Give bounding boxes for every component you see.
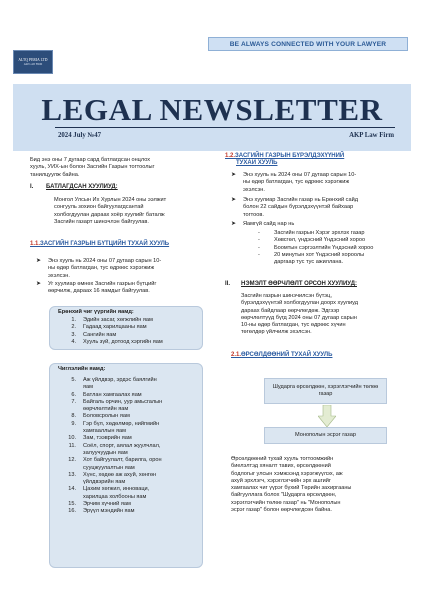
list-item: 14. Цахим хөгжил, инноваци, харилцаа холбооны яам [68,486,150,500]
firm-logo [13,50,53,74]
intro-paragraph [30,157,210,179]
intro-line: Бид энэ оны 7 дугаар сард батлагдсан онцлох [30,157,151,163]
paragraph-line: хэрэглэгчийн төлөө газар" нь "Монополын [231,499,341,506]
flow-box-before [264,378,387,404]
paragraph-line: биелэлтэд хяналт тавих, өрсөлдөөний [231,463,331,470]
bullet-line: Энэ хууль нь 2024 оны 07 дугаар сарын 10- [243,172,357,178]
general-ministries-title: Ерөнхий чиг үүргийн яамд: [58,309,134,315]
down-arrow-icon [318,405,336,427]
paragraph-line: Монгол Улсын Их Хурлын 2024 оны ээлжит [54,197,167,203]
section-1-number: I. [30,184,34,190]
list-item: 6. Батлан хамгаалах яам [71,391,142,398]
list-item [36,281,216,296]
subsection-2-1-heading [231,352,332,358]
paragraph-line: төгөлдөр үйлчилж эхэлсэн. [241,329,312,336]
paragraph-line: бүрэлдэхүүнтэй холбогдуулан доорх хуулиуд [241,300,359,307]
list-item: 12. Хот байгуулалт, барилга, орон сууцжуулалтын яам [68,457,162,471]
list-item [231,197,411,219]
paragraph-line: хамгаалах чиг үүрэг бүхий Төрийн захиргааны [231,485,352,492]
list-item: 7. Байгаль орчин, уур амьсгалын өөрчлөлтийн яам [71,398,163,413]
list-item: 1. Эдийн засаг, хөгжлийн яам [71,317,153,323]
bullet-line: эхэлсэн. [243,186,265,193]
bullet-line: Энэ хуулиар Засгийн газар нь Ерөнхий сайд [243,197,358,203]
list-item: 9. Гэр бүл, хөдөлмөр, нийгмийн хамгааллын яам [71,420,160,435]
arrow-bullet-icon: ➤ [231,172,237,178]
arrow-bullet-icon: ➤ [36,281,42,287]
bullet-line: өөрчилж, дараах 16 яамдыг байгуулав. [48,288,150,295]
sector-ministries-list [62,377,202,516]
list-item: 10. Зам, тээврийн яам [68,435,132,442]
list-item: 15. Эрчим хүчний яам [68,501,131,508]
list-item: 16. Эрүүл мэндийн яам [68,508,135,515]
section-2-paragraph [241,293,407,337]
bullet-line: ны өдөр батлагдан, тус өдрөөс хэрэгжиж [243,179,350,186]
list-item: - Засгийн газрын Хэрэг эрхлэх газар [258,230,365,236]
paragraph-line: эсрэг газар" болон өөрчлөгдсөн байна. [231,507,332,514]
subsection-1-1-heading [30,241,169,247]
paragraph-line: байгууллага болох "Шударга өрсөлдөөн, [231,492,337,499]
subsection-1-2-heading-line2: ТУХАЙ ХУУЛЬ [236,160,278,166]
paragraph-line: сонгууль зохион байгуулагдсантай [54,204,144,211]
section-1-paragraph [54,197,210,226]
flow-box-line: газар [318,391,333,397]
list-item: - Хөвсгөл, үндэсний Үндэсний хороо [258,237,366,244]
subsection-1-2-heading [225,153,344,159]
section-2-title: НЭМЭЛТ ӨӨРЧЛӨЛТ ОРСОН ХУУЛИУД: [241,281,357,287]
paragraph-line: өөрчлөлтүүд бүгд 2024 оны 07 дугаар сарын [241,314,357,321]
list-item: 8. Боловсролын яам [71,413,130,420]
bullet-line: тогтоов. [243,211,264,218]
flow-box-after: Монополын эсрэг газар [264,427,387,444]
bullet-line: эхэлсэн. [48,272,70,279]
list-item: 13. Хүнс, хөдөө аж ахуй, хөнгөн үйлдвэрийн яам [68,471,157,486]
firm-name: AKP Law Firm [349,132,394,139]
tagline-banner: BE ALWAYS CONNECTED WITH YOUR LAWYER [208,37,408,51]
section-1-title: БАТЛАГДСАН ХУУЛИУД: [46,184,118,190]
arrow-bullet-icon: ➤ [231,197,237,203]
list-item: 11. Соёл, спорт, аялал жуулчлал, залуучуудын яам [68,442,161,456]
list-item [36,258,216,280]
subsection-number: 2.1. [231,352,242,358]
subsection-title: ЗАСГИЙН ГАЗРЫН БҮТЦИЙН ТУХАЙ ХУУЛЬ [40,241,170,247]
section-2-number: II. [225,281,231,287]
intro-line: танилцуулж байна. [30,171,80,178]
arrow-bullet-icon: ➤ [36,258,42,264]
paragraph-line: Засгийн газарт шинэчлэн байгуулав. [54,218,149,225]
subsection-title: ӨРСӨЛДӨӨНИЙ ТУХАЙ ХУУЛЬ [241,352,333,358]
subsection-number: 1.1. [30,241,41,247]
paragraph-line: Засгийн газрын шинэчилсэн бүтэц, [241,293,332,299]
bullet-line: Уг хуулиар өмнөх Засгийн газрын бүтцийг [48,281,157,287]
paragraph-line: Өрсөлдөөний тухай хууль тогтоомжийн [231,456,334,462]
list-item [231,172,411,194]
newsletter-title: LEGAL NEWSLETTER [41,92,383,127]
paragraph-line: холбогдуулан дараах хоёр хуулийг баталж [54,211,165,218]
list-item: 3. Сангийн яам [71,331,117,338]
bullet-line: болон 22 сайдын бүрэлдэхүүнтэй байхаар [243,204,354,211]
bullet-line: Энэ хууль нь 2024 оны 07 дугаар сарын 10- [48,258,162,264]
logo-text-bottom: AKP LAW FIRM [23,63,43,66]
paragraph-line: дараах байдлаар өөрчлөгдөж. Эдгээр [241,307,340,314]
title-rule [55,127,395,128]
paragraph-line: 10-ны өдөр батлагдан, тус өдрөөс хүчин [241,322,346,329]
subsection-title: ЗАСГИЙН ГАЗРЫН БҮРЭЛДЭХҮҮНИЙ [235,153,345,159]
subsection-number: 1.2. [225,153,236,159]
issue-number: 2024 July №47 [58,132,102,139]
bullet-line: ны өдөр батлагдан, тус өдрөөс хэрэгжиж [48,265,155,272]
logo-text-top: ALTQ PERIA LTD [18,58,48,62]
bullet-line: Яамгүй сайд нар нь [243,221,295,227]
intro-line: хууль, УИХ-ын болон Засгийн Газрын тогтоолыг [30,164,155,171]
list-item: 5. Аж үйлдвэр, эрдэс баялгийн яам [71,377,157,391]
section-2-1-paragraph [231,456,409,514]
paragraph-line: бодлогыг улсын хэмжээнд хэрэгжүүлэх, аж [231,470,343,477]
list-item: - 20 минутын хот Үндэсний хороолы даргаар тус тус ажиллана. [258,251,365,266]
arrow-bullet-icon: ➤ [231,221,237,227]
sector-ministries-title: Чиглэлийн яамд: [58,366,106,372]
paragraph-line: ахуй эрхлэгч, хэрэглэгчийн эрх ашгийг [231,477,331,484]
list-item: 2. Гадаад харилцааны яам [71,324,147,331]
list-item: 4. Хууль зүй, дотоод хэргийн яам [71,338,163,345]
list-item [231,221,411,229]
flow-box-line: Шударга өрсөлдөөн, хэрэглэгчийн төлөө [272,384,379,390]
list-item: - Боомтын сэргээлтийн Үндэсний хороо [258,244,374,251]
general-ministries-list [62,317,202,346]
dash-list [258,230,408,266]
